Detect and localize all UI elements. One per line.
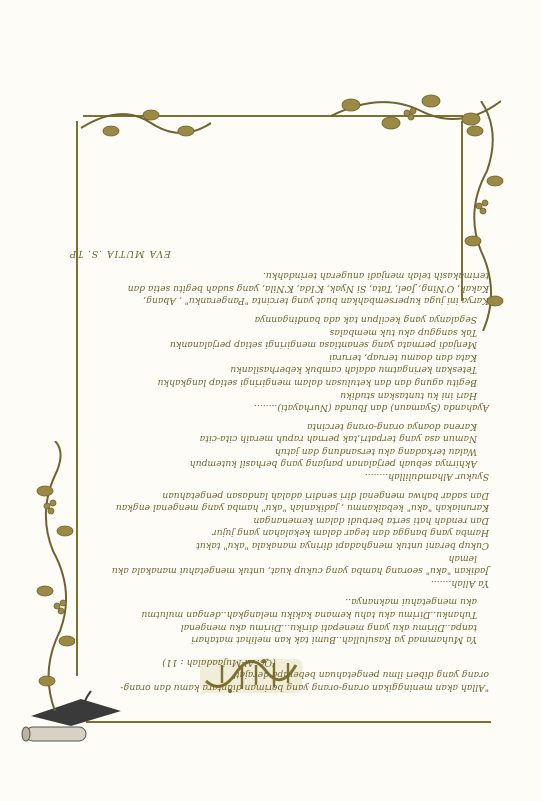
syukur-paragraph: Syukur Alhamdulillah........ Akhirnya sebuah perjalanan panjang yang berhasil kutempuh Walau terkadang aku tersandung dan jatuh Namun asa yang terpatri,tak pernah rapuh meraih cita-cita Karena doanya orang-orang tercinta xyxy=(189,420,489,483)
quote-source: (Qs. Al-Mujaadalah : 11) xyxy=(162,656,276,668)
graduation-scroll-icon xyxy=(11,681,141,771)
karya-paragraph: Karya ini juga kupersembahkan buat yang tercinta "Pangeranku" , Abang, Kakak, O'Ning, Joel, Tata, Si Nyak, K'Ida, K'Nila, yang sudah begitu setia dan terimakasih telah menjadi anugerah terindahku. xyxy=(127,270,489,307)
doa-paragraph: Ya Allah....... Jadikan "aku" seorang hamba yang cukup kuat, untuk mengetahui manakala aku lemah Cukup berani untuk menghadapi dirinya manakala "aku" takut Hamba yang bangga dan tegar dalam kekalahan yang jujur Dan rendah hati serta berbudi dalam kemenangan Karuniakah "aku" kebaikanmu , jadikanlah "aku" hamba yang mengenal engkau Dan sadar bahwa mengenal diri sendiri adalah landasan pengetahuan xyxy=(111,489,489,589)
signature: EVA MUTIA .S. TP xyxy=(69,247,171,259)
grape-vine-icon xyxy=(71,103,211,143)
salawat-paragraph: Ya Muhammad ya Rasulullah..Bumi tak kan melihat matahari tanpa..Dirimu aku yang menepati diriku...Dirimu aku mengenal Tuhanku..Dirimu aku tahu kemana kakiku melangkah..dengan mulutmu aku mengetahui maknanya.. xyxy=(141,596,477,646)
quote-line: orang yang diberi ilmu pengetahuan beberapa derajat" xyxy=(231,669,489,681)
quote-line: "Allah akan meninggikan orang-orang yang beriman diantara kamu dan orang- xyxy=(120,682,489,693)
dedication-text xyxy=(69,240,489,693)
quote xyxy=(69,655,489,693)
parents-paragraph: Ayahanda (Syamaun) dan Ibunda (Nurhayati)........ Hari ini ku tuntaskan studiku Begitu agung dan dan ketulusan dalam mengiringi setiap langkahku Teteskan keringatmu adalah cambuk keberhasilanku Kata dan doamu teruap, terurai Menjadi permata yang senantiasa mengiringi setiap perjalananku Tak sanggup aku tuk membalas Segalanya yang kecilpun tak ada bandingannya xyxy=(157,313,489,414)
frame-top-line xyxy=(86,721,491,723)
